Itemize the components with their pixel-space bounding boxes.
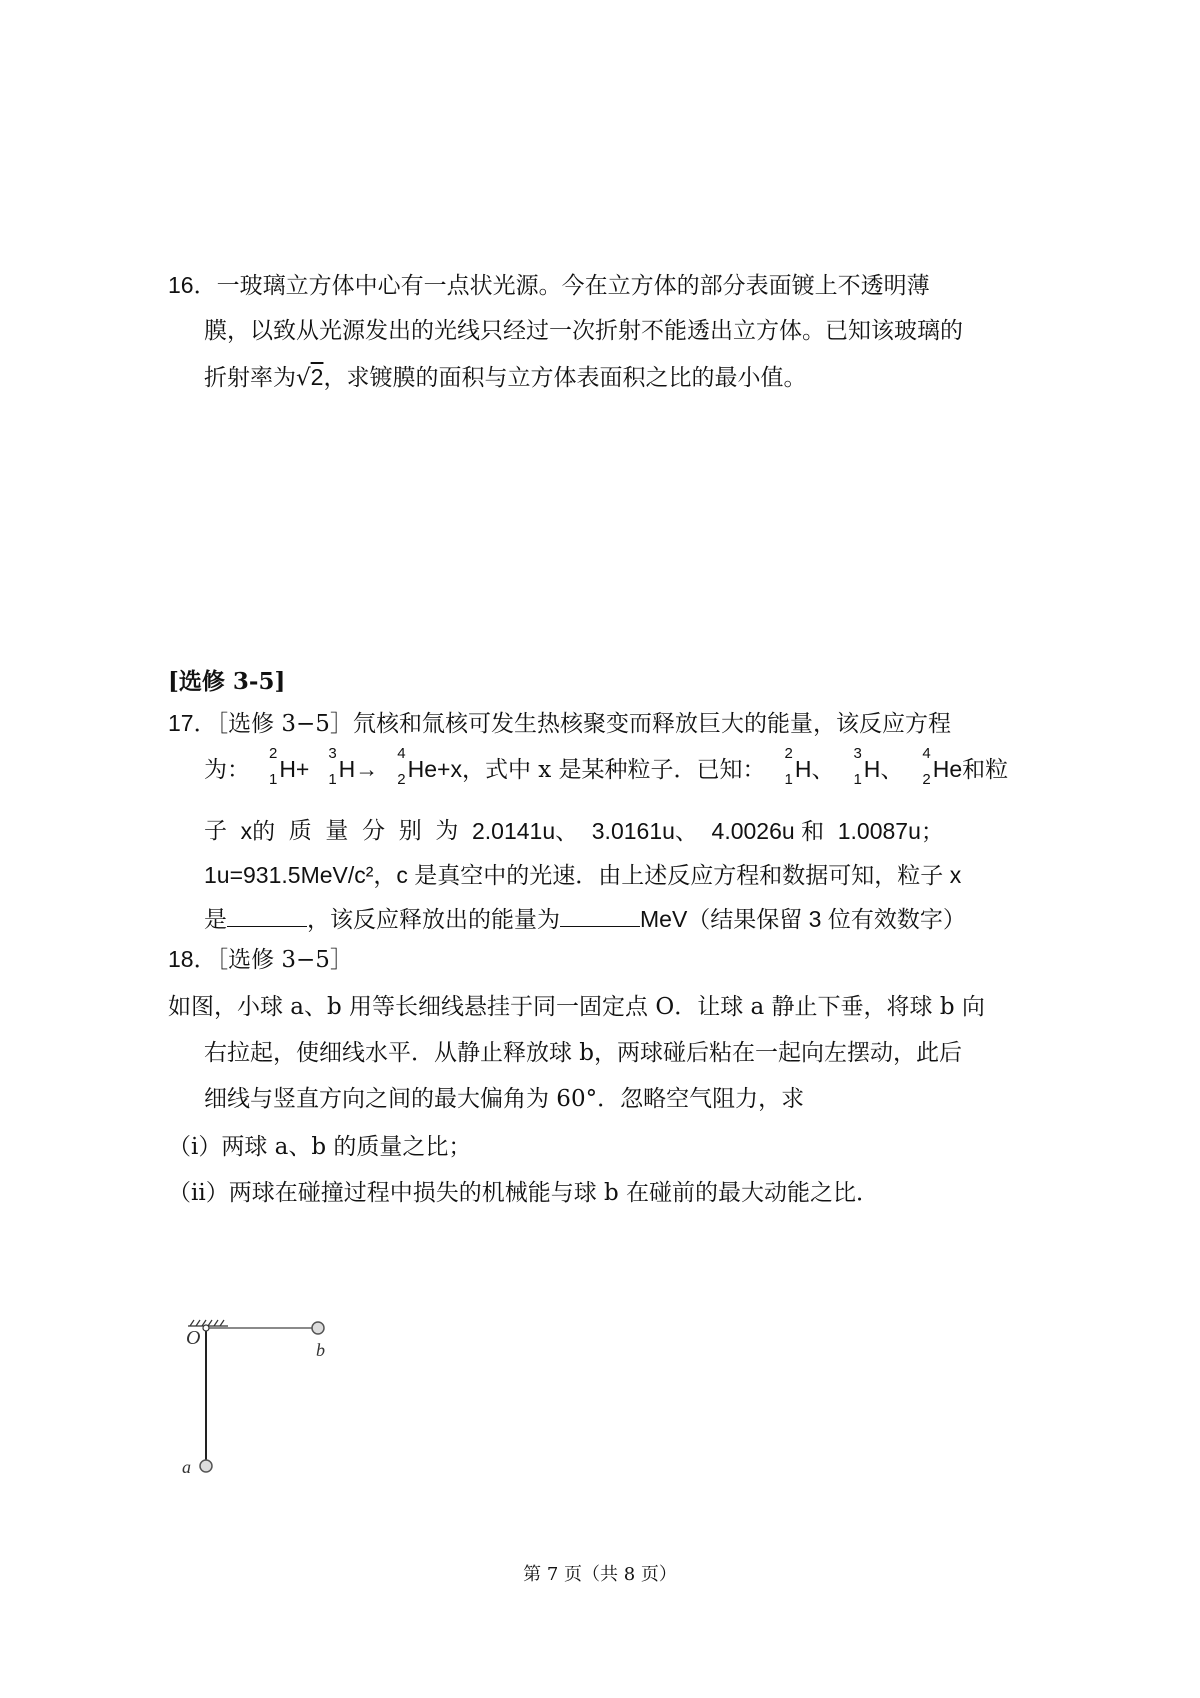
atomic-number: 2 xyxy=(397,771,406,788)
mass-number: 3 xyxy=(853,745,862,762)
nuclide-helium xyxy=(386,746,408,792)
nuclide-symbol: H→ xyxy=(338,756,379,782)
question-18-line-title xyxy=(168,936,353,983)
section-header: [选修 3-5] xyxy=(168,668,286,695)
atomic-number: 1 xyxy=(853,771,862,788)
question-18 xyxy=(168,936,985,1206)
pendulum-diagram xyxy=(180,1318,380,1488)
question-17-line-4: 1u=931.5MeV/c²，c 是真空中的光速．由上述反应方程和数据可知，粒子 x xyxy=(204,862,962,888)
question-17 xyxy=(168,700,1009,940)
question-text: 质 xyxy=(288,818,312,844)
question-text: x的 xyxy=(240,818,276,844)
mass-number: 4 xyxy=(922,745,931,762)
question-18-sub-2: （ii）两球在碰撞过程中损失的机械能与球 b 在碰前的最大动能之比． xyxy=(168,1180,880,1206)
nuclide-symbol: He+x， xyxy=(407,756,485,782)
question-16-line-1 xyxy=(168,262,930,309)
label-b: b xyxy=(316,1340,325,1360)
question-text: ，求镀膜的面积与立方体表面积之比的最小值。 xyxy=(323,365,807,391)
nuclide-symbol: H+ xyxy=(279,756,310,782)
question-17-equation-line xyxy=(204,746,1008,793)
answer-blank[interactable] xyxy=(227,896,307,927)
question-text: ［选修 3−5］ xyxy=(216,947,353,973)
mass-value: 2.0141u、 xyxy=(471,818,579,844)
question-18-line-2: 右拉起，使细线水平．从静止释放球 b，两球碰后粘在一起向左摆动，此后 xyxy=(204,1040,963,1066)
question-text: 折射率为 xyxy=(204,365,296,391)
question-text: 为： xyxy=(204,757,250,783)
question-number: 17． xyxy=(168,710,217,736)
mass-number: 3 xyxy=(328,745,337,762)
question-text: 量 xyxy=(325,818,349,844)
nuclide-tritium xyxy=(842,746,864,792)
pendulum-figure xyxy=(180,1318,380,1488)
question-16 xyxy=(168,262,968,412)
ball-a-icon xyxy=(200,1460,212,1472)
nuclide-tritium xyxy=(317,746,339,792)
nuclide-deuterium xyxy=(773,746,795,792)
question-16-line-2: 膜，以致从光源发出的光线只经过一次折射不能透出立方体。已知该玻璃的 xyxy=(204,318,963,344)
question-17-masses-line xyxy=(204,808,944,854)
sqrt-expression xyxy=(296,354,323,401)
atomic-number: 1 xyxy=(784,771,793,788)
mass-value: 3.0161u、 xyxy=(591,818,698,844)
atomic-number: 1 xyxy=(268,771,278,788)
question-text: ［选修 3−5］氘核和氚核可发生热核聚变而释放巨大的能量，该反应方程 xyxy=(216,711,951,737)
question-17-line-1 xyxy=(168,700,951,747)
mass-number: 4 xyxy=(397,745,406,762)
atomic-number: 1 xyxy=(328,771,337,788)
nuclide-symbol: H、 xyxy=(863,756,904,782)
page-footer: 第 7 页（共 8 页） xyxy=(523,1564,677,1585)
question-text: ，该反应释放出的能量为 xyxy=(307,907,560,933)
question-18-sub-1: （i）两球 a、b 的质量之比； xyxy=(168,1134,472,1160)
question-text: 为 xyxy=(435,818,459,844)
label-a: a xyxy=(182,1457,191,1477)
question-text: 是 xyxy=(204,907,227,933)
nuclide-deuterium xyxy=(257,746,279,792)
sqrt-icon: √ xyxy=(296,365,311,391)
mass-number: 2 xyxy=(268,745,278,762)
label-o: O xyxy=(186,1327,201,1349)
mass-value: 1.0087u； xyxy=(837,818,944,844)
question-text: 一玻璃立方体中心有一点状光源。今在立方体的部分表面镀上不透明薄 xyxy=(216,273,930,299)
atomic-number: 2 xyxy=(922,771,931,788)
question-text: 子 xyxy=(204,818,227,844)
question-number: 16． xyxy=(168,272,217,298)
separator: 、 xyxy=(811,757,835,783)
question-text: 和粒 xyxy=(962,757,1009,783)
question-text: 式中 x 是某种粒子．已知： xyxy=(484,757,766,783)
question-16-line-3 xyxy=(204,354,806,401)
nuclide-symbol: H xyxy=(794,756,812,782)
sqrt-radicand: 2 xyxy=(310,364,324,390)
nuclide-symbol: He xyxy=(932,756,963,782)
ball-b-icon xyxy=(312,1322,324,1334)
answer-blank[interactable] xyxy=(560,896,640,927)
pivot-icon xyxy=(203,1325,209,1331)
question-text: MeV（结果保留 3 位有效数字） xyxy=(640,906,966,932)
nuclide-helium xyxy=(911,746,933,792)
mass-value: 4.0026u 和 xyxy=(711,818,825,844)
question-18-line-1: 如图，小球 a、b 用等长细线悬挂于同一固定点 O．让球 a 静止下垂，将球 b 向 xyxy=(168,994,985,1020)
mass-number: 2 xyxy=(784,745,793,762)
question-number: 18． xyxy=(168,946,217,972)
question-text: 别 xyxy=(398,818,422,844)
question-text: 分 xyxy=(362,818,386,844)
question-18-line-3: 细线与竖直方向之间的最大偏角为 60°．忽略空气阻力，求 xyxy=(204,1086,805,1112)
